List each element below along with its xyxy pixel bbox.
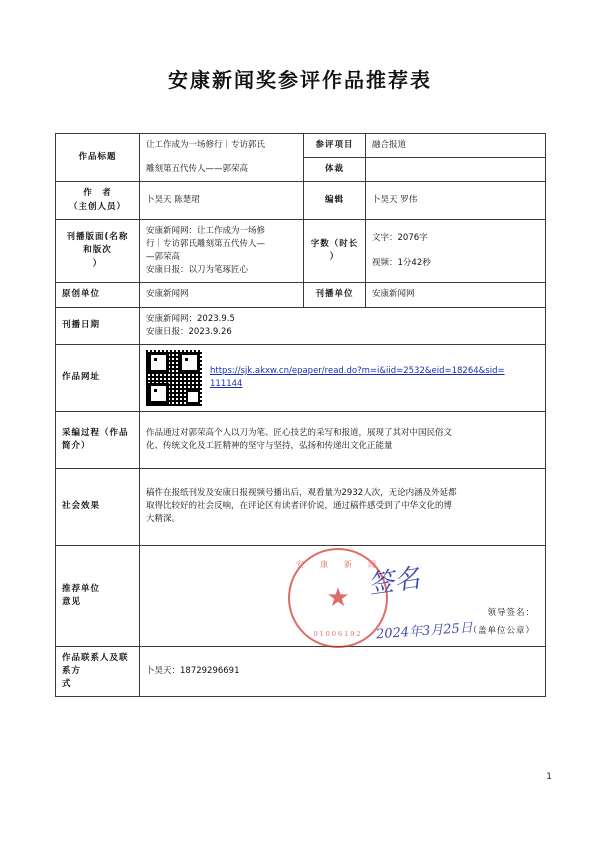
word-count-line-1: 文字：2076字	[372, 233, 428, 244]
label-publication	[56, 219, 140, 283]
qr-code-icon	[146, 350, 202, 406]
social-effect-line-1: 稿件在报纸刊发及安康日报视频号播出后，观看量为2932人次，无论内涵及外延都	[146, 488, 457, 499]
word-count-gap	[372, 246, 539, 257]
label-publish-unit: 刊播单位	[304, 283, 366, 307]
table-row	[56, 468, 546, 545]
value-work-url	[140, 344, 546, 411]
publication-line-1: 安康新闻网：让工作成为一场修	[146, 225, 266, 236]
value-genre	[366, 158, 546, 182]
process-line-1: 作品通过对郭荣高个人以刀为笔、匠心技艺的采写和报道，展现了其对中国民俗文	[146, 427, 453, 438]
label-word-count	[304, 219, 366, 283]
social-effect-line-2: 取得比较好的社会反响，在评论区有读者评价说，通过稿件感受到了中华文化的博	[146, 501, 453, 512]
table-row	[56, 307, 546, 344]
value-recommendation	[140, 545, 546, 646]
page-title: 安康新闻奖参评作品推荐表	[168, 68, 432, 92]
table-row	[56, 219, 546, 283]
work-url-text[interactable]	[210, 365, 505, 391]
work-title-line-1: 让工作成为一场修行｜专访郭氏	[146, 140, 266, 150]
label-recommendation	[56, 545, 140, 646]
label-contact	[56, 646, 140, 697]
publication-line-4: 安康日报：以刀为笔琢匠心	[146, 265, 249, 276]
publication-label-line-1: 刊播版面(名称和版次	[66, 232, 129, 256]
value-work-title	[140, 134, 304, 182]
label-editor: 编辑	[304, 182, 366, 219]
recommendation-form-table	[55, 133, 546, 697]
work-url-line-2[interactable]: 111144	[210, 378, 243, 389]
authors-label-line-2: （主创人员）	[68, 201, 126, 212]
label-work-title: 作品标题	[56, 134, 140, 182]
publish-date-line-1: 安康新闻网：2023.9.5	[146, 313, 235, 324]
table-row	[56, 283, 546, 307]
recommendation-label-line-1: 推荐单位	[62, 583, 101, 594]
social-effect-line-3: 大精深。	[146, 514, 181, 525]
value-process	[140, 411, 546, 468]
word-count-label-line-1: 字数（时长	[310, 238, 359, 249]
process-line-2: 化、传统文化及工匠精神的坚守与坚持，弘扬和传递出文化正能量	[146, 440, 393, 451]
value-authors: 卜昊天 陈楚珺	[140, 182, 304, 219]
value-social-effect	[140, 468, 546, 545]
stamp-text-top: 安 康 新 闻	[296, 559, 380, 569]
publication-line-3: —郭荣高	[146, 252, 181, 263]
word-count-label-line-2: ）	[329, 252, 340, 263]
seal-label: （盖单位公章）	[468, 625, 535, 636]
table-row	[56, 344, 546, 411]
work-url-line-1[interactable]: https://sjk.akxw.cn/epaper/read.do?m=i&iid=2532&eid=18264&sid=	[210, 365, 505, 376]
authors-label-line-1: 作 者	[83, 188, 112, 199]
contact-label-line-1: 作品联系人及联系方	[62, 652, 129, 677]
word-count-line-2: 视频：1分42秒	[372, 257, 431, 268]
value-word-count	[366, 219, 546, 283]
value-category: 融合报道	[366, 134, 546, 158]
stamp-text-bottom: 01006192	[313, 629, 363, 638]
value-contact: 卜昊天：18729296691	[140, 646, 546, 697]
label-social-effect: 社会效果	[56, 468, 140, 545]
handwritten-signature: 签名	[366, 563, 422, 601]
work-url-content	[146, 350, 539, 406]
table-row	[56, 545, 546, 646]
recommendation-label-line-2: 意见	[62, 596, 82, 607]
value-editor: 卜昊天 罗伟	[366, 182, 546, 219]
label-publish-date: 刊播日期	[56, 307, 140, 344]
leader-signature-label: 领导签名：	[487, 607, 535, 618]
contact-label-line-2: 式	[62, 679, 72, 690]
publish-date-line-2: 安康日报：2023.9.26	[146, 326, 232, 337]
value-publish-unit: 安康新闻网	[366, 283, 546, 307]
label-authors	[56, 182, 140, 219]
table-row	[56, 182, 546, 219]
table-row	[56, 646, 546, 697]
value-original-unit: 安康新闻网	[140, 283, 304, 307]
work-title-gap	[146, 152, 297, 163]
work-title-line-2: 雕刻第五代传人——郭荣高	[146, 164, 249, 175]
page-number: 1	[546, 772, 552, 782]
value-publish-date	[140, 307, 546, 344]
table-row	[56, 411, 546, 468]
label-work-url: 作品网址	[56, 344, 140, 411]
label-process: 采编过程（作品简介）	[56, 411, 140, 468]
star-icon: ★	[326, 582, 350, 613]
handwritten-date: 2024年3月25日	[375, 620, 474, 643]
publication-line-2: 行｜专访郭氏雕刻第五代传人—	[146, 238, 266, 249]
label-original-unit: 原创单位	[56, 283, 140, 307]
publication-label-line-2: ）	[92, 258, 103, 269]
value-publication	[140, 219, 304, 283]
label-genre: 体裁	[304, 158, 366, 182]
table-row	[56, 134, 546, 158]
label-category: 参评项目	[304, 134, 366, 158]
